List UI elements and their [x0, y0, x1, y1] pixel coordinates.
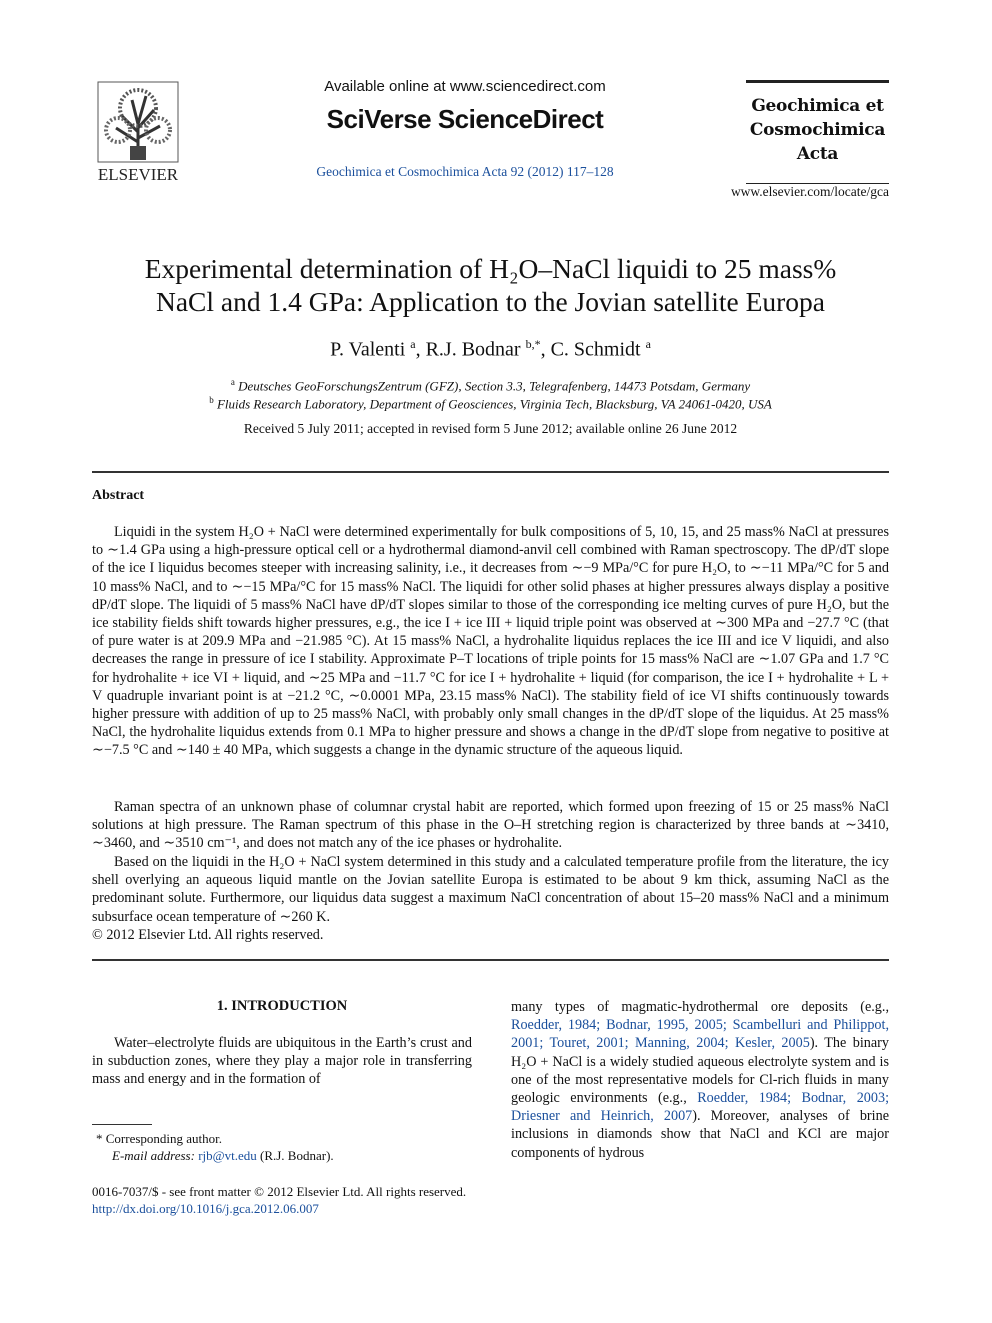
title-line: NaCl and 1.4 GPa: Application to the Jovian satellite Europa	[155, 286, 826, 317]
author-name[interactable]: C. Schmidt	[550, 338, 641, 361]
available-online: Available online at www.sciencedirect.com	[324, 78, 606, 95]
journal-name	[746, 94, 889, 166]
email-link[interactable]: rjb@vt.edu	[198, 1148, 257, 1163]
article-title	[92, 252, 889, 318]
publisher-wordmark: ELSEVIER	[97, 165, 179, 184]
footnote-rule	[92, 1124, 152, 1125]
abstract-copyright: © 2012 Elsevier Ltd. All rights reserved.	[92, 927, 324, 943]
author-name[interactable]: R.J. Bodnar	[425, 338, 521, 361]
author-list: P. Valenti $^a$, R.J. Bodnar $^{b,*}$, C. Schmidt $^a$	[330, 337, 651, 361]
affiliation: $^b$ Fluids Research Laboratory, Department of Geosciences, Virginia Tech, Blacksburg, VA 24061-0420, USA	[209, 395, 772, 412]
corresponding-note: * Corresponding author.	[96, 1131, 223, 1146]
section-heading: 1. INTRODUCTION	[216, 998, 348, 1014]
author-name[interactable]: P. Valenti	[330, 338, 406, 361]
doi-link[interactable]: http://dx.doi.org/10.1016/j.gca.2012.06.007	[92, 1201, 319, 1216]
platform-name: SciVerse ScienceDirect	[326, 104, 604, 134]
title-line: Experimental determination of H₂O–NaCl liquidi to 25 mass%	[144, 253, 837, 284]
abstract-paragraph: Raman spectra of an unknown phase of columnar crystal habit are reported, which formed upon freezing of 15 or 25 mass% NaCl solutions at high pressure. The Raman spectrum of this phase in the O–H stretching region is characterized by three bands at ∼3410, ∼3460, and ∼3510 cm⁻¹, and does not match any of the ice phases or hydrohalite.	[92, 799, 889, 852]
received-dates: Received 5 July 2011; accepted in revised form 5 June 2012; available online 26 June 2012	[243, 421, 738, 436]
journal-citation[interactable]: Geochimica et Cosmochimica Acta 92 (2012) 117–128	[316, 164, 614, 179]
intro-right-column: many types of magmatic-hydrothermal ore deposits (e.g., Roedder, 1984; Bodnar, 1995, 2005; Scambelluri and Philippot, 2001; Touret, 2001; Manning, 2004; Kesler, 2005). The binary H₂O + NaCl is a widely studied aqueous electrolyte system and is one of the most representative models for Cl-rich fluids in many geologic environments (e.g., Roedder, 1984; Bodnar, 2003; Driesner and Heinrich, 2007). Moreover, analyses of brine inclusions in diamonds show that NaCl and KCl are major components of hydrous	[511, 999, 890, 1161]
affiliation: $^a$ Deutsches GeoForschungsZentrum (GFZ), Section 3.3, Telegrafenberg, 14473 Potsdam, Germany	[230, 377, 751, 394]
reference-link[interactable]: Roedder, 1984; Bodnar, 1995, 2005; Scambelluri and Philippot, 2001; Touret, 2001; Manning, 2004; Kesler, 2005	[511, 1017, 889, 1052]
abstract-heading: Abstract	[92, 488, 145, 503]
journal-url[interactable]: www.elsevier.com/locate/gca	[730, 184, 889, 199]
email-note: E-mail address: rjb@vt.edu (R.J. Bodnar).	[112, 1148, 334, 1163]
reference-link[interactable]: Roedder, 1984; Bodnar, 2003; Driesner and Heinrich, 2007	[511, 1090, 890, 1125]
divider	[92, 471, 889, 473]
abstract-paragraph: Based on the liquidi in the H₂O + NaCl system determined in this study and a calculated temperature profile from the literature, the icy shell overlying an aqueous liquid mantle on the Jovian satellite Europa is estimated to be about 9 km thick, assuming NaCl as the predominant solute. Furthermore, our liquidus data suggest a maximum NaCl concentration of about 15–20 mass% NaCl and a minimum subsurface ocean temperature of ∼260 K.	[92, 854, 889, 925]
divider	[92, 959, 889, 961]
author-sup[interactable]: b,*	[525, 337, 541, 351]
abstract-paragraph: Liquidi in the system H₂O + NaCl were determined experimentally for bulk compositions of 5, 10, 15, and 25 mass% NaCl at pressures to ∼1.4 GPa using a high-pressure optical cell or a hydrothermal diamond-anvil cell combined with Raman spectroscopy. The dP/dT slope of the ice I liquidus becomes steeper with increasing salinity, i.e., it decreases from ∼−9 MPa/°C for pure H₂O, to ∼−11 MPa/°C for 5 and 10 mass% NaCl, and to ∼−15 MPa/°C for 15 mass% NaCl. The liquidi for other solid phases at higher pressures always display a positive dP/dT slope. The liquidi of 5 mass% NaCl have dP/dT slopes similar to those of the corresponding ice melting curves of pure H₂O, but the ice stability fields shift towards higher pressures, e.g., the ice I + ice III + liquid triple point was observed at ∼300 MPa and −27.7 °C (that of pure water is at 209.9 MPa and −21.985 °C). At 15 mass% NaCl, a hydrohalite liquidus replaces the ice III and ice V liquidi, and also decreases the range in pressure of ice I stability. Approximate P–T locations of triple points for 15 mass% NaCl are ∼1.07 GPa and 1.7 °C for hydrohalite + ice VI + liquid, and ∼25 MPa and −11.7 °C for ice I + hydrohalite + liquid (for comparison, the ice I + hydrohalite + L + V quadruple invariant point is at −21.2 °C, ∼0.0001 MPa, 23.15 mass% NaCl). The stability field of ice VI shifts continuously towards higher pressure with addition of up to 25 mass% NaCl, with probably only small changes in the dP/dT slope of the liquidus. At 25 mass% NaCl, the hydrohalite liquidus extends from 0.1 MPa to higher pressure and shows a change in the dP/dT slope from negative to positive at ∼−7.5 °C and ∼140 ± 40 MPa, which suggests a change in the dynamic structure of the aqueous liquid.	[92, 524, 889, 759]
author-sup[interactable]: a	[410, 337, 416, 351]
issn-line: 0016-7037/$ - see front matter © 2012 Elsevier Ltd. All rights reserved.	[92, 1184, 467, 1199]
author-sup[interactable]: a	[645, 337, 651, 351]
journal-name-line: Cosmochimica	[749, 120, 886, 140]
elsevier-logo	[92, 80, 184, 184]
journal-name-line: Acta	[796, 144, 839, 164]
journal-name-line: Geochimica et	[751, 96, 884, 116]
intro-left-column: Water–electrolyte fluids are ubiquitous in the Earth’s crust and in subduction zones, where they play a major role in transferring mass and energy and in the formation of	[92, 1035, 472, 1088]
